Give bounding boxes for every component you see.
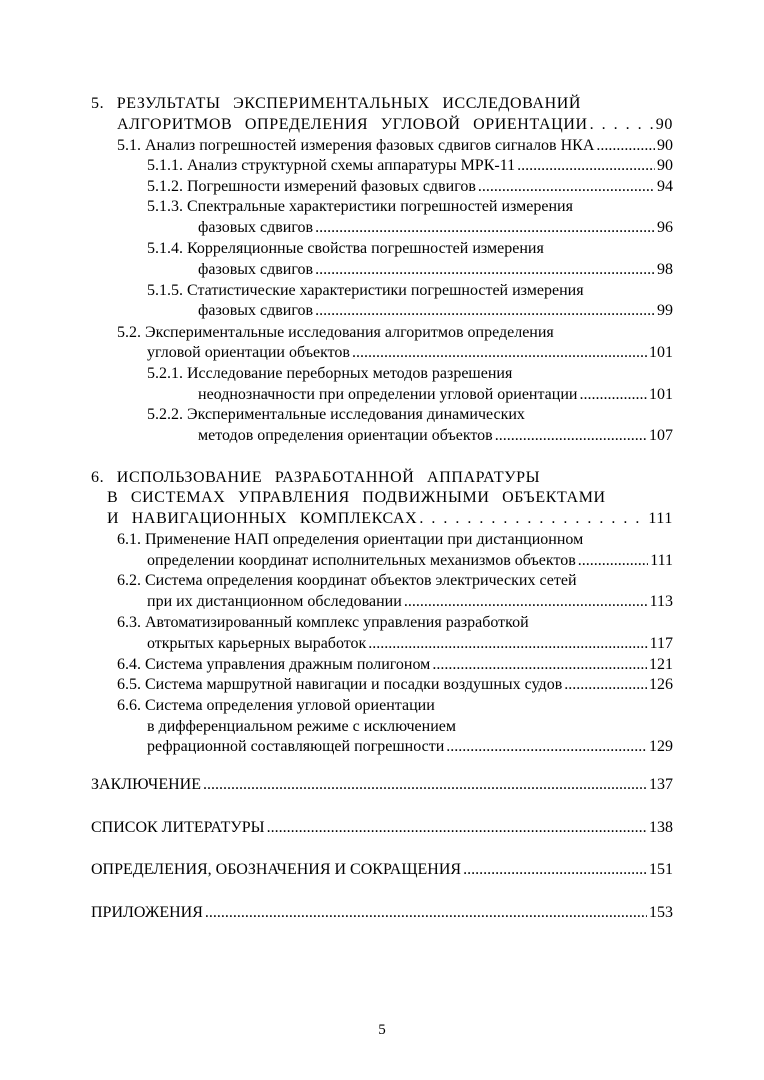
page-ref: 99 (657, 302, 673, 319)
conclusion-entry[interactable]: ЗАКЛЮЧЕНИЕ . . . 137 (91, 774, 673, 795)
dot-leader (432, 654, 647, 675)
page-ref: 107 (649, 427, 673, 444)
section-5-2-title-line-1: 5.2. Экспериментальные исследования алгоритмов определения (117, 324, 554, 341)
dot-leader (478, 176, 655, 197)
dot-leader (564, 674, 647, 695)
dot-leader (368, 633, 647, 654)
page-ref: 101 (649, 344, 673, 361)
section-5-2-1-title-line-1: 5.2.1. Исследование переборных методов разрешения (147, 365, 513, 382)
page-ref: 94 (657, 178, 673, 195)
page-ref: 151 (649, 861, 673, 878)
section-5-1-entry[interactable]: 5.1. Анализ погрешностей измерения фазовых сдвигов сигналов НКА . . . 90 (117, 135, 673, 156)
page-ref: 90 (657, 157, 673, 174)
dot-leader (419, 508, 646, 529)
section-6-6-title-line-1: 6.6. Система определения угловой ориентации (117, 697, 435, 714)
chapter-5-entry[interactable]: АЛГОРИТМОВ ОПРЕДЕЛЕНИЯ УГЛОВОЙ ОРИЕНТАЦИИ . . . 90 (117, 114, 673, 135)
section-5-2-1-entry[interactable]: неоднозначности при определении угловой ориентации . . . 101 (198, 384, 673, 405)
page-ref: 111 (650, 552, 673, 569)
chapter-6-title-line-2: В СИСТЕМАХ УПРАВЛЕНИЯ ПОДВИЖНЫМИ ОБЪЕКТАМИ (107, 489, 606, 506)
dot-leader (579, 384, 647, 405)
section-6-3-entry[interactable]: открытых карьерных выработок . . . 117 (147, 633, 673, 654)
dot-leader (352, 342, 647, 363)
section-5-1-4-title-line-1: 5.1.4. Корреляционные свойства погрешностей измерения (147, 240, 544, 257)
section-5-1-2-entry[interactable]: 5.1.2. Погрешности измерений фазовых сдвигов . . . 94 (147, 176, 673, 197)
section-6-2-title-line-1: 6.2. Система определения координат объектов электрических сетей (117, 572, 577, 589)
section-5-1-5-entry[interactable]: фазовых сдвигов . . . 99 (198, 300, 673, 321)
dot-leader (463, 859, 647, 880)
page-ref: 98 (657, 261, 673, 278)
section-6-2-entry[interactable]: при их дистанционном обследовании . . . 113 (147, 591, 673, 612)
page-ref: 90 (657, 137, 673, 154)
definitions-entry[interactable]: ОПРЕДЕЛЕНИЯ, ОБОЗНАЧЕНИЯ И СОКРАЩЕНИЯ . . . 151 (91, 859, 673, 880)
page-ref: 153 (649, 904, 673, 921)
section-6-4-entry[interactable]: 6.4. Система управления дражным полигоном . . . 121 (117, 654, 673, 675)
page-ref: 111 (648, 510, 673, 527)
dot-leader (517, 155, 655, 176)
dot-leader (590, 114, 654, 135)
appendices-entry[interactable]: ПРИЛОЖЕНИЯ . . . 153 (91, 902, 673, 923)
dot-leader (495, 425, 647, 446)
page-ref: 138 (649, 819, 673, 836)
section-6-6-entry[interactable]: рефрационной составляющей погрешности . . . 129 (147, 736, 673, 757)
chapter-6-entry[interactable]: И НАВИГАЦИОННЫХ КОМПЛЕКСАХ . . . 111 (107, 508, 673, 529)
page-ref: 117 (649, 635, 673, 652)
page-ref: 137 (649, 776, 673, 793)
section-5-2-2-entry[interactable]: методов определения ориентации объектов . . . 107 (198, 425, 673, 446)
references-entry[interactable]: СПИСОК ЛИТЕРАТУРЫ . . . 138 (91, 817, 673, 838)
page-ref: 113 (649, 593, 673, 610)
section-5-1-3-entry[interactable]: фазовых сдвигов . . . 96 (198, 217, 673, 238)
section-5-1-3-title-line-1: 5.1.3. Спектральные характеристики погрешностей измерения (147, 198, 573, 215)
section-5-2-entry[interactable]: угловой ориентации объектов . . . 101 (147, 342, 673, 363)
section-6-1-entry[interactable]: определении координат исполнительных механизмов объектов . . . 111 (147, 550, 673, 571)
dot-leader (315, 217, 655, 238)
page-ref: 90 (655, 116, 673, 133)
page-ref: 96 (657, 219, 673, 236)
dot-leader (596, 135, 655, 156)
dot-leader (315, 300, 655, 321)
page-ref: 126 (649, 676, 673, 693)
dot-leader (203, 774, 647, 795)
dot-leader (315, 259, 655, 280)
page-number: 5 (378, 1022, 386, 1038)
section-5-1-4-entry[interactable]: фазовых сдвигов . . . 98 (198, 259, 673, 280)
dot-leader (205, 902, 647, 923)
section-5-1-5-title-line-1: 5.1.5. Статистические характеристики погрешностей измерения (147, 282, 584, 299)
section-5-2-2-title-line-1: 5.2.2. Экспериментальные исследования динамических (147, 406, 525, 423)
page-ref: 121 (649, 656, 673, 673)
section-6-3-title-line-1: 6.3. Автоматизированный комплекс управления разработкой (117, 614, 529, 631)
section-6-1-title-line-1: 6.1. Применение НАП определения ориентации при дистанционном (117, 531, 584, 548)
page-ref: 101 (649, 386, 673, 403)
chapter-5-title-line-1: 5. РЕЗУЛЬТАТЫ ЭКСПЕРИМЕНТАЛЬНЫХ ИССЛЕДОВАНИЙ (91, 95, 582, 112)
dot-leader (267, 817, 647, 838)
section-6-5-entry[interactable]: 6.5. Система маршрутной навигации и посадки воздушных судов . . . 126 (117, 674, 673, 695)
dot-leader (404, 591, 648, 612)
page-ref: 129 (649, 738, 673, 755)
section-6-6-title-line-2: в дифференциальном режиме с исключением (147, 718, 457, 735)
section-5-1-1-entry[interactable]: 5.1.1. Анализ структурной схемы аппаратуры МРК-11 . . . 90 (147, 155, 673, 176)
chapter-6-title-line-1: 6. ИСПОЛЬЗОВАНИЕ РАЗРАБОТАННОЙ АППАРАТУРЫ (91, 469, 541, 486)
dot-leader (578, 550, 648, 571)
dot-leader (446, 736, 647, 757)
